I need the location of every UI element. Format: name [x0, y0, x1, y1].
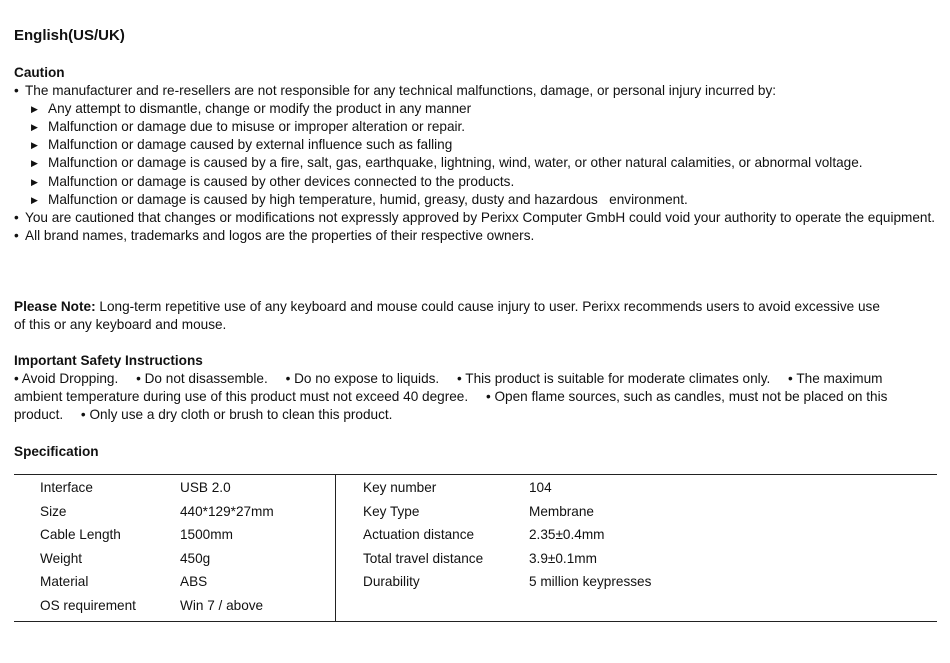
spec-label: Interface — [40, 480, 93, 495]
spec-row — [336, 526, 936, 550]
caution-title: Caution — [14, 65, 65, 80]
spec-label: Durability — [363, 574, 420, 589]
safety-item: • Do not disassemble. — [136, 371, 268, 387]
spec-label: Cable Length — [40, 527, 121, 542]
caution-item-text: Malfunction or damage is caused by other devices connected to the products. — [48, 173, 515, 189]
safety-item: • Do no expose to liquids. — [285, 371, 440, 387]
bullet-dot: • — [14, 209, 19, 225]
caution-item-text: Malfunction or damage is caused by a fire, salt, gas, earthquake, lightning, wind, water, or other natural calamities, or abnormal voltage. — [48, 155, 863, 171]
safety-list — [14, 370, 934, 424]
spec-value: 440*129*27mm — [180, 503, 274, 519]
spec-value: 1500mm — [180, 527, 233, 542]
safety-section — [14, 352, 934, 424]
spec-value: 5 million keypresses — [529, 574, 652, 589]
triangle-bullet-icon: ▶ — [31, 176, 38, 187]
safety-item-text: This product is suitable for moderate climates only. — [465, 371, 771, 387]
safety-item: • Avoid Dropping. — [14, 371, 119, 387]
spec-value: USB 2.0 — [180, 480, 231, 495]
spec-label: Weight — [40, 550, 83, 566]
caution-item — [14, 173, 942, 191]
spec-row — [14, 597, 334, 621]
caution-item — [14, 100, 942, 118]
spec-row — [14, 503, 334, 527]
spec-row — [14, 550, 334, 574]
caution-bullet-text: You are cautioned that changes or modifications not expressly approved by Perixx Computer GmbH could void your authority to operate the equipment. — [25, 209, 936, 225]
spec-row — [14, 479, 334, 503]
spec-value: 104 — [529, 480, 552, 495]
spec-row — [336, 503, 936, 527]
caution-item — [14, 154, 942, 172]
spec-value: 450g — [180, 550, 211, 566]
spec-label: Key Type — [363, 503, 420, 519]
safety-item-text: The maximum ambient temperature during use of this product must not exceed 40 degree. — [14, 371, 883, 405]
caution-section — [14, 64, 942, 245]
spec-label: Key number — [363, 480, 437, 495]
safety-item-text: Avoid Dropping. — [21, 371, 119, 387]
spec-row — [336, 573, 936, 597]
triangle-bullet-icon: ▶ — [31, 194, 38, 205]
spec-row — [336, 550, 936, 574]
safety-item: • Only use a dry cloth or brush to clean this product. — [80, 407, 393, 423]
note-section — [14, 298, 894, 334]
caution-intro: The manufacturer and re-resellers are not responsible for any technical malfunctions, damage, or personal injury incurred by: — [25, 83, 777, 99]
spec-row — [14, 573, 334, 597]
triangle-bullet-icon: ▶ — [31, 158, 38, 169]
spec-row — [336, 479, 936, 503]
triangle-bullet-icon: ▶ — [31, 140, 38, 151]
triangle-bullet-icon: ▶ — [31, 104, 38, 115]
spec-value: Membrane — [529, 503, 594, 519]
language-heading: English(US/UK) — [14, 27, 125, 44]
caution-item — [14, 136, 942, 154]
spec-label: OS requirement — [40, 597, 136, 613]
caution-item — [14, 118, 942, 136]
safety-item: • The maximum ambient temperature during use of this product must not exceed 40 degree. — [14, 371, 883, 405]
specification-table — [14, 474, 937, 622]
triangle-bullet-icon: ▶ — [31, 122, 38, 133]
spec-value: Win 7 / above — [180, 597, 264, 613]
spec-label: Actuation distance — [363, 527, 475, 542]
bullet-dot: • — [14, 83, 19, 99]
spec-label: Material — [40, 574, 89, 589]
caution-intro-bullet — [14, 82, 942, 100]
safety-item: • This product is suitable for moderate climates only. — [456, 371, 771, 387]
caution-bullet — [14, 227, 942, 245]
safety-item-text: Do not disassemble. — [144, 371, 268, 387]
spec-value: 3.9±0.1mm — [529, 550, 597, 566]
caution-item-text: Malfunction or damage caused by external influence such as falling — [48, 137, 453, 153]
caution-bullet — [14, 209, 942, 227]
caution-item — [14, 191, 942, 209]
caution-item-text: Malfunction or damage due to misuse or improper alteration or repair. — [48, 119, 466, 135]
caution-item-text: Any attempt to dismantle, change or modify the product in any manner — [48, 101, 472, 117]
specification-section — [14, 443, 942, 461]
caution-item-text: Malfunction or damage is caused by high temperature, humid, greasy, dusty and hazardous environment. — [48, 191, 688, 207]
caution-bullet-text: All brand names, trademarks and logos are the properties of their respective owners. — [25, 227, 535, 243]
safety-title: Important Safety Instructions — [14, 353, 203, 368]
spec-row — [14, 526, 334, 550]
spec-value: ABS — [180, 574, 208, 589]
bullet-dot: • — [14, 227, 19, 243]
note-label: Please Note: — [14, 299, 96, 314]
spec-value: 2.35±0.4mm — [529, 527, 605, 542]
spec-label: Size — [40, 503, 67, 519]
safety-item: • Open flame sources, such as candles, must not be placed on this product. — [14, 389, 888, 423]
safety-item-text: Only use a dry cloth or brush to clean this product. — [89, 407, 393, 423]
specification-title: Specification — [14, 444, 99, 459]
safety-item-text: Open flame sources, such as candles, must not be placed on this product. — [14, 389, 888, 423]
spec-label: Total travel distance — [363, 550, 484, 566]
safety-item-text: Do no expose to liquids. — [294, 371, 440, 387]
note-text: Long-term repetitive use of any keyboard and mouse could cause injury to user. Perixx recommends users to avoid excessive use of this or any keyboard and mouse. — [14, 299, 880, 333]
